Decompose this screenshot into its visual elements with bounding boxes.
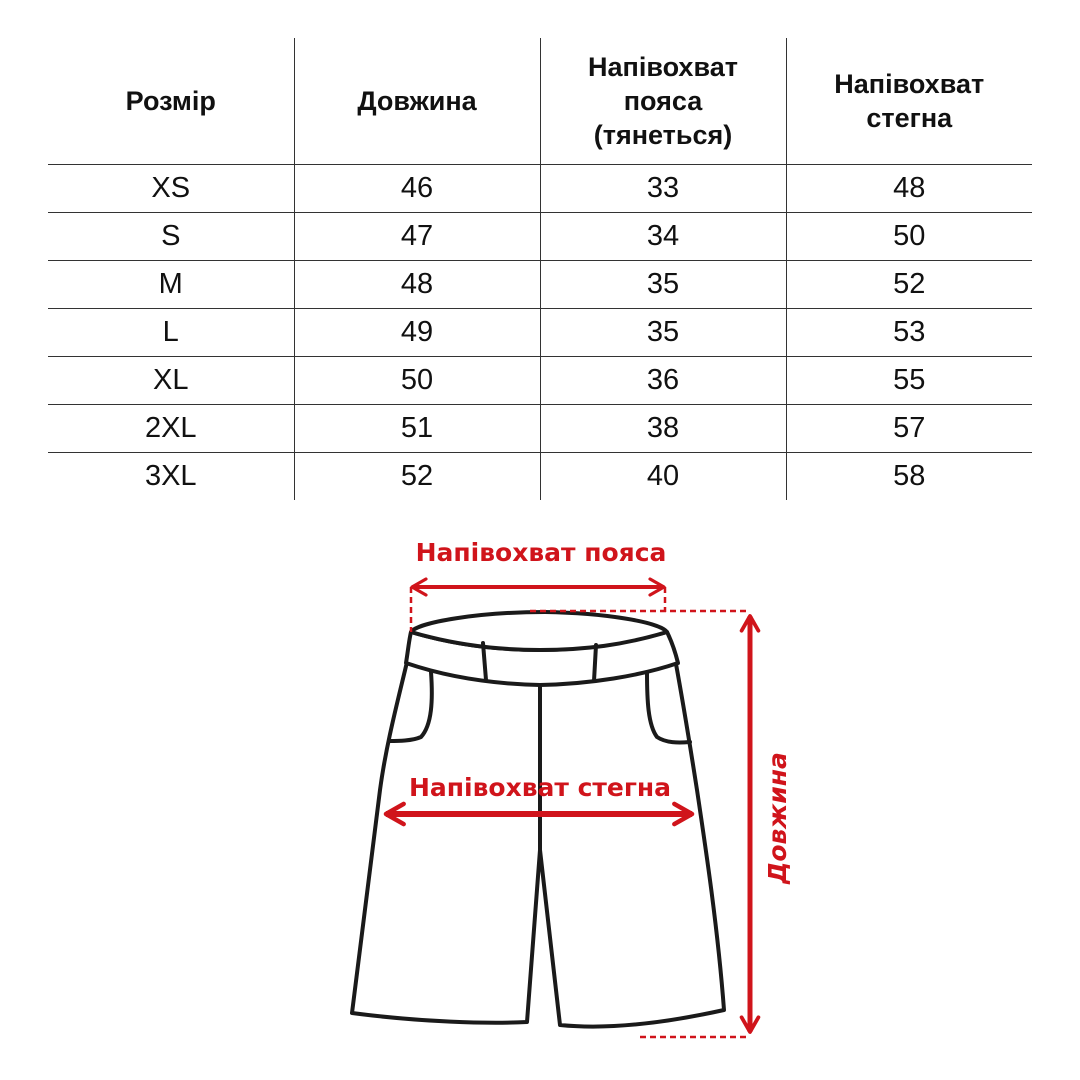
length-cell: 47: [294, 213, 540, 261]
size-cell: XS: [48, 165, 294, 213]
hip-cell: 53: [786, 309, 1032, 357]
length-cell: 49: [294, 309, 540, 357]
header-line: Довжина: [357, 86, 477, 116]
length-cell: 52: [294, 453, 540, 501]
shorts-icon: [352, 612, 724, 1027]
hip-cell: 57: [786, 405, 1032, 453]
size-cell: L: [48, 309, 294, 357]
size-cell: M: [48, 261, 294, 309]
size-cell: 3XL: [144, 460, 197, 492]
size-cell: S: [48, 213, 294, 261]
header-line: Напівохват: [834, 69, 985, 99]
header-line: (тянеться): [593, 120, 733, 150]
hip-cell: 52: [786, 261, 1032, 309]
length-cell: 51: [294, 405, 540, 453]
length-cell: 46: [294, 165, 540, 213]
hip-cell: 55: [786, 357, 1032, 405]
length-cell: 50: [294, 357, 540, 405]
waist-cell: 35: [540, 261, 786, 309]
waist-cell: 35: [540, 309, 786, 357]
belt-loop-right: [594, 645, 596, 681]
header-line: пояса: [623, 86, 703, 116]
size-cell: XL: [48, 357, 294, 405]
waist-label: Напівохват пояса: [415, 538, 667, 567]
waist-cell: 38: [540, 405, 786, 453]
hip-cell: 50: [786, 213, 1032, 261]
waist-cell: 36: [540, 357, 786, 405]
waist-cell: 33: [540, 165, 786, 213]
size-cell: 2XL: [48, 405, 294, 453]
waist-cell: 40: [540, 453, 786, 501]
length-cell: 48: [294, 261, 540, 309]
hip-label: Напівохват стегна: [408, 773, 672, 802]
hip-cell: 48: [786, 165, 1032, 213]
length-label: Довжина: [763, 752, 792, 884]
header-line: Напівохват: [588, 52, 738, 82]
waist-cell: 34: [540, 213, 786, 261]
hip-cell: 58: [786, 453, 1032, 501]
header-line: Розмір: [125, 86, 216, 116]
header-line: стегна: [866, 103, 953, 133]
